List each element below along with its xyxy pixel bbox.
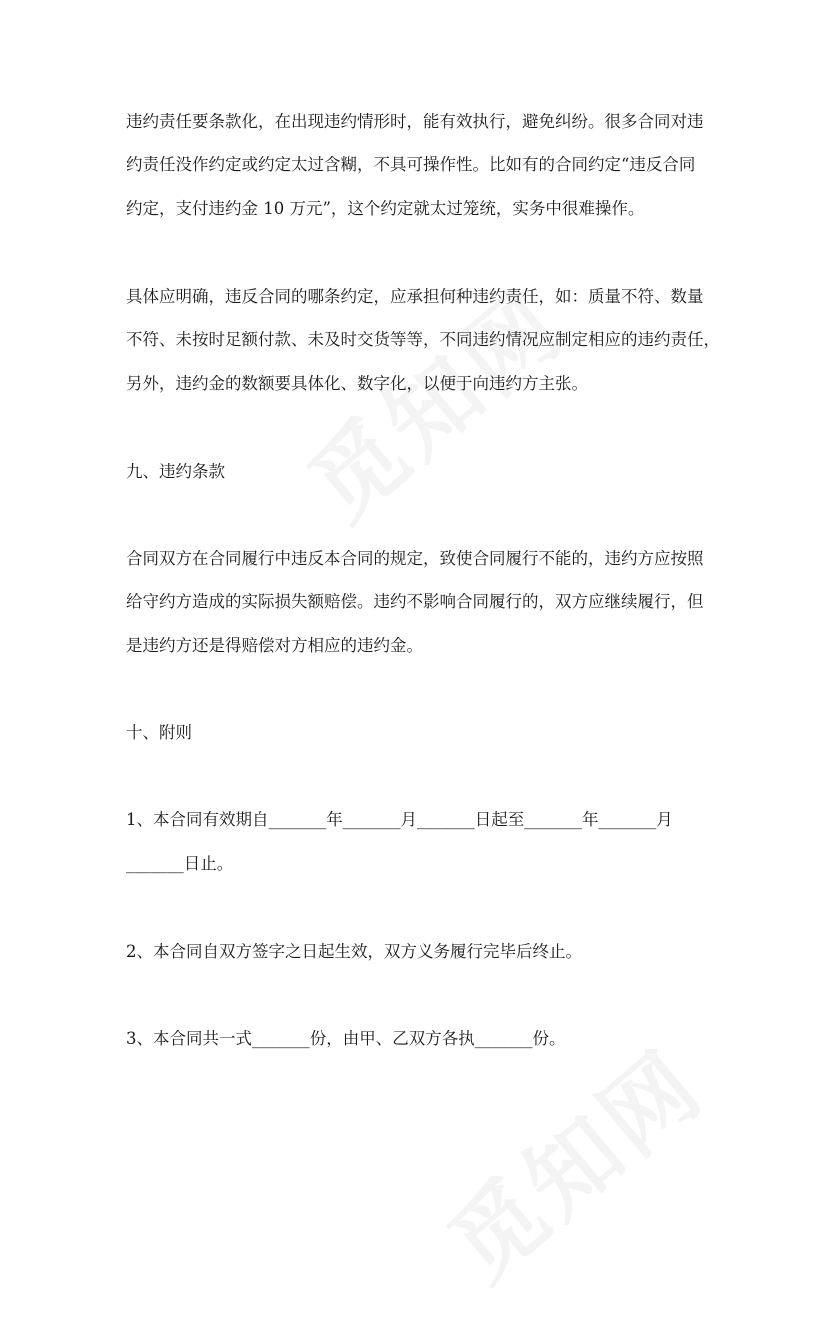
paragraph-line: 约定，支付违约金 10 万元”，这个约定就太过笼统，实务中很难操作。 — [126, 199, 645, 218]
section-heading-9: 九、违约条款 — [126, 462, 225, 481]
clause-1-line: _______日止。 — [126, 854, 234, 873]
paragraph-line: 约责任没作约定或约定太过含糊，不具可操作性。比如有的合同约定“违反合同 — [126, 155, 696, 174]
paragraph-line: 是违约方还是得赔偿对方相应的违约金。 — [126, 636, 423, 655]
paragraph-line: 给守约方造成的实际损失额赔偿。违约不影响合同履行的，双方应继续履行，但 — [126, 592, 704, 611]
clause-3: 3、本合同共一式_______份，由甲、乙双方各执_______份。 — [126, 1029, 566, 1048]
paragraph-line: 不符、未按时足额付款、未及时交货等等，不同违约情况应制定相应的违约责任， — [126, 330, 720, 349]
clause-2: 2、本合同自双方签字之日起生效，双方义务履行完毕后终止。 — [126, 942, 582, 961]
paragraph-line: 合同双方在合同履行中违反本合同的规定，致使合同履行不能的，违约方应按照 — [126, 549, 704, 568]
section-heading-10: 十、附则 — [126, 723, 192, 742]
paragraph-line: 违约责任要条款化，在出现违约情形时，能有效执行，避免纠纷。很多合同对违 — [126, 112, 704, 131]
paragraph-line: 另外，违约金的数额要具体化、数字化，以便于向违约方主张。 — [126, 374, 588, 393]
paragraph-line: 具体应明确，违反合同的哪条约定，应承担何种违约责任，如：质量不符、数量 — [126, 287, 704, 306]
clause-1-line: 1、本合同有效期自_______年_______月_______日起至_______年_______月 — [126, 810, 673, 829]
watermark-bottom — [417, 1011, 743, 1319]
